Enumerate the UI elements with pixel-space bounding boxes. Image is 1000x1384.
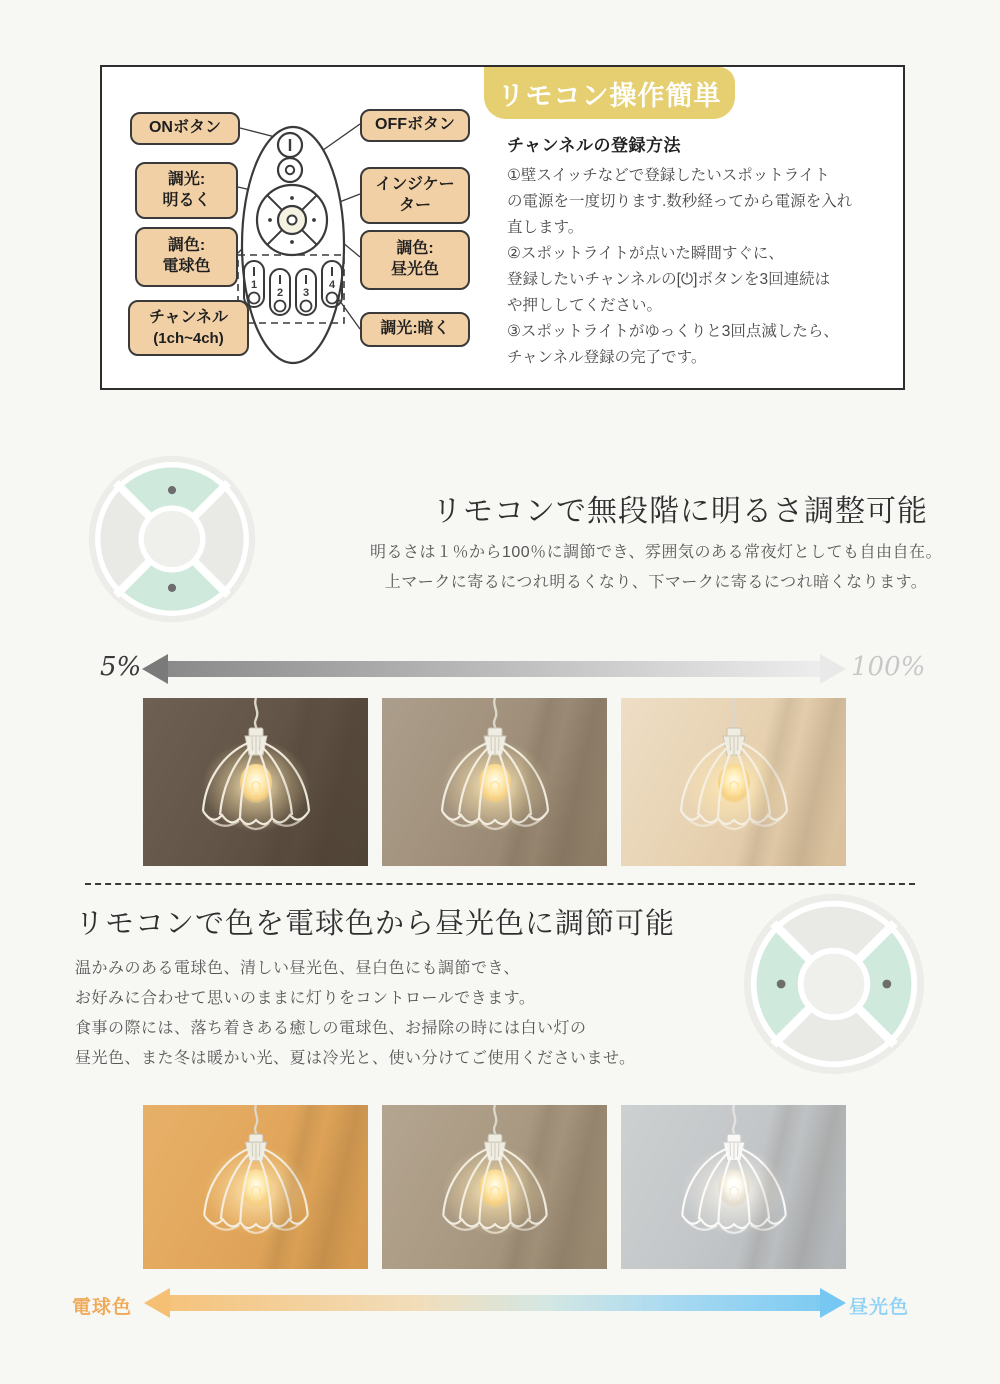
step-line: や押ししてください。 xyxy=(507,297,663,314)
brightness-dial-icon xyxy=(86,453,258,625)
label-text: ONボタン xyxy=(148,119,221,137)
desc-line: お好みに合わせて思いのままに灯りをコントロールできます。 xyxy=(75,990,536,1007)
svg-text:4: 4 xyxy=(328,279,336,291)
label-indicator xyxy=(360,167,470,224)
lamp-image-daylight xyxy=(621,1105,846,1269)
lamp-image-neutral xyxy=(382,1105,607,1269)
dashed-divider xyxy=(85,883,915,885)
step-line: の電源を一度切ります.数秒経ってから電源を入れ xyxy=(507,193,853,210)
pendant-lamp-illustration xyxy=(143,1105,368,1269)
channel-register-title: チャンネルの登録方法 xyxy=(507,136,681,155)
arrow-head-left xyxy=(142,654,168,684)
lamp-image-warm xyxy=(143,1105,368,1269)
arrow-bar xyxy=(170,1295,820,1311)
pendant-lamp-illustration xyxy=(621,698,846,866)
label-text: 明るく xyxy=(162,191,211,209)
label-color-day xyxy=(360,230,470,290)
label-text: 調光:暗く xyxy=(380,320,450,338)
brightness-title: リモコンで無段階に明るさ調整可能 xyxy=(432,495,928,528)
arrow-head-left xyxy=(144,1288,170,1318)
lamp-image-medium xyxy=(382,698,607,866)
label-text: (1ch~4ch) xyxy=(153,329,224,347)
step-line: ①壁スイッチなどで登録したいスポットライト xyxy=(507,167,830,184)
arrow-head-right xyxy=(820,1288,846,1318)
label-text: 調光: xyxy=(167,170,206,188)
svg-text:3: 3 xyxy=(302,287,310,299)
color-title: リモコンで色を電球色から昼光色に調節可能 xyxy=(75,908,676,940)
step-line: ③スポットライトがゆっくりと3回点滅したら、 xyxy=(507,323,839,340)
scale-min-label: 5% xyxy=(100,652,142,682)
label-dim-dark xyxy=(360,312,470,347)
step-line: 直します。 xyxy=(507,219,584,236)
daylight-color-label: 昼光色 xyxy=(849,1297,910,1318)
color-desc xyxy=(75,954,695,1074)
arrow-bar xyxy=(168,661,820,677)
svg-text:2: 2 xyxy=(276,287,284,299)
desc-line: 明るさは１％から100％に調節でき、雰囲気のある常夜灯としても自由自在。 xyxy=(369,544,943,561)
channel-register-steps xyxy=(507,163,899,371)
pendant-lamp-illustration xyxy=(382,1105,607,1269)
brightness-lamp-images xyxy=(143,698,846,866)
step-line: チャンネル登録の完了です。 xyxy=(507,349,707,366)
label-text: 調色: xyxy=(167,237,206,255)
label-text: インジケー xyxy=(375,175,455,193)
arrow-head-right xyxy=(820,654,846,684)
label-on-button xyxy=(130,112,240,145)
label-text: ター xyxy=(398,196,431,214)
brightness-desc xyxy=(336,538,976,598)
label-color-warm xyxy=(135,227,238,287)
lamp-image-dim xyxy=(143,698,368,866)
scale-max-label: 100% xyxy=(851,652,926,682)
pendant-lamp-illustration xyxy=(621,1105,846,1269)
color-dial-icon xyxy=(741,891,927,1077)
color-gradient-arrow xyxy=(144,1288,846,1318)
desc-line: 昼光色、また冬は暖かい光、夏は冷光と、使い分けてご使用くださいませ。 xyxy=(75,1050,636,1067)
pendant-lamp-illustration xyxy=(143,698,368,866)
label-text: 昼光色 xyxy=(390,261,439,278)
warm-color-label: 電球色 xyxy=(72,1297,133,1318)
label-channel xyxy=(128,300,249,356)
step-line: 登録したいチャンネルの[⏻]ボタンを3回連続は xyxy=(507,271,831,288)
label-text: OFFボタン xyxy=(375,116,455,134)
label-text: チャンネル xyxy=(148,308,229,326)
remote-guide-box xyxy=(100,65,905,390)
lamp-image-bright xyxy=(621,698,846,866)
desc-line: 上マークに寄るにつれ明るくなり、下マークに寄るにつれ暗くなります。 xyxy=(384,574,928,591)
desc-line: 温かみのある電球色、清しい昼光色、昼白色にも調節でき、 xyxy=(75,960,520,977)
label-text: 調色: xyxy=(396,240,434,258)
step-line: ②スポットライトが点いた瞬間すぐに、 xyxy=(507,245,784,262)
desc-line: 食事の際には、落ち着きある癒しの電球色、お掃除の時には白い灯の xyxy=(75,1020,587,1037)
pendant-lamp-illustration xyxy=(382,698,607,866)
label-off-button xyxy=(360,109,470,142)
label-text: 電球色 xyxy=(162,258,211,275)
ribbon-heading: リモコン操作簡単 xyxy=(484,67,735,119)
brightness-gradient-arrow xyxy=(142,654,846,684)
color-lamp-images xyxy=(143,1105,846,1269)
dpad xyxy=(257,185,327,255)
label-dim-bright xyxy=(135,162,238,219)
svg-text:1: 1 xyxy=(250,279,258,291)
